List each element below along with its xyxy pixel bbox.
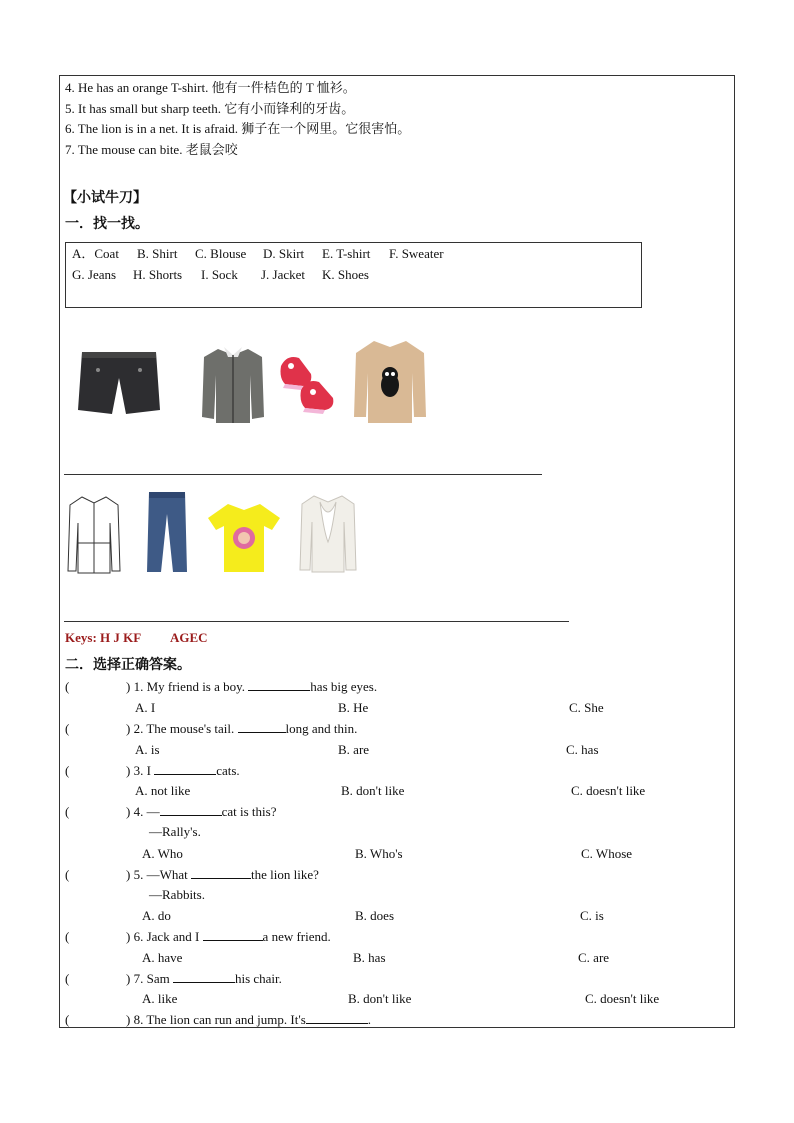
shorts-image xyxy=(76,348,162,418)
option-b[interactable]: B. are xyxy=(338,742,370,757)
option-a[interactable]: A. is xyxy=(135,742,160,757)
option-c[interactable]: C. are xyxy=(578,950,610,965)
shoes-image xyxy=(277,350,339,426)
option-b[interactable]: B. has xyxy=(353,950,386,965)
question-7: ) 7. Sam his chair. xyxy=(126,971,282,986)
option-c[interactable]: C. She xyxy=(569,700,604,715)
question-8: ) 8. The lion can run and jump. It's . xyxy=(126,1012,371,1027)
jeans-image xyxy=(143,490,191,574)
word-option: H. Shorts xyxy=(133,267,183,282)
answer-line-2[interactable] xyxy=(64,621,569,622)
word-option: B. Shirt xyxy=(137,246,178,261)
answer-paren-open[interactable]: ( xyxy=(65,804,70,819)
answer-keys: Keys: H J KF xyxy=(65,630,142,645)
answer-line-1[interactable] xyxy=(64,474,542,475)
t-shirt-image xyxy=(206,500,282,574)
part2-title: 二．选择正确答案。 xyxy=(65,658,191,673)
part1-title: 一．找一找。 xyxy=(65,217,149,232)
option-c[interactable]: C. doesn't like xyxy=(585,991,660,1006)
question-2: ) 2. The mouse's tail. long and thin. xyxy=(126,721,358,736)
option-a[interactable]: A. I xyxy=(135,700,156,715)
word-option: G. Jeans xyxy=(72,267,117,282)
option-b[interactable]: B. Who's xyxy=(355,846,403,861)
blouse-image xyxy=(298,492,358,574)
question-5: ) 5. —What the lion like? xyxy=(126,867,319,882)
section-title: 【小试牛刀】 xyxy=(63,191,147,206)
answer-paren-open[interactable]: ( xyxy=(65,721,70,736)
word-option: E. T-shirt xyxy=(322,246,371,261)
option-a[interactable]: A. not like xyxy=(135,783,191,798)
option-a[interactable]: A. do xyxy=(142,908,171,923)
question-6: ) 6. Jack and I a new friend. xyxy=(126,929,331,944)
sweater-image xyxy=(352,333,428,429)
word-option: K. Shoes xyxy=(322,267,369,282)
word-option: F. Sweater xyxy=(389,246,444,261)
word-option: D. Skirt xyxy=(263,246,305,261)
word-option: I. Sock xyxy=(201,267,238,282)
question-1: ) 1. My friend is a boy. has big eyes. xyxy=(126,679,378,694)
sentence-6: 6. The lion is in a net. It is afraid. 狮子在一个网里。它很害怕。 xyxy=(65,121,411,136)
word-option: C. Blouse xyxy=(195,246,247,261)
jacket-image xyxy=(200,343,266,429)
option-b[interactable]: B. don't like xyxy=(348,991,412,1006)
option-c[interactable]: C. has xyxy=(566,742,599,757)
option-a[interactable]: A. like xyxy=(142,991,178,1006)
answer-keys-2: AGEC xyxy=(170,630,208,645)
answer-paren-open[interactable]: ( xyxy=(65,763,70,778)
answer-paren-open[interactable]: ( xyxy=(65,1012,70,1027)
question-5-reply: —Rabbits. xyxy=(149,887,205,902)
answer-paren-open[interactable]: ( xyxy=(65,867,70,882)
answer-paren-open[interactable]: ( xyxy=(65,929,70,944)
option-b[interactable]: B. He xyxy=(338,700,369,715)
question-3: ) 3. I cats. xyxy=(126,763,240,778)
option-c[interactable]: C. doesn't like xyxy=(571,783,646,798)
question-4: ) 4. — cat is this? xyxy=(126,804,277,819)
sentence-4: 4. He has an orange T-shirt. 他有一件桔色的 T 恤衫。 xyxy=(65,80,356,95)
answer-paren-open[interactable]: ( xyxy=(65,679,70,694)
option-a[interactable]: A. have xyxy=(142,950,183,965)
sentence-7: 7. The mouse can bite. 老鼠会咬 xyxy=(65,142,238,157)
question-4-reply: —Rally's. xyxy=(149,824,201,839)
word-option: J. Jacket xyxy=(261,267,306,282)
coat-image xyxy=(66,493,122,575)
option-b[interactable]: B. don't like xyxy=(341,783,405,798)
option-b[interactable]: B. does xyxy=(355,908,394,923)
option-c[interactable]: C. is xyxy=(580,908,604,923)
word-option: A．Coat xyxy=(72,246,119,261)
answer-paren-open[interactable]: ( xyxy=(65,971,70,986)
option-c[interactable]: C. Whose xyxy=(581,846,633,861)
option-a[interactable]: A. Who xyxy=(142,846,183,861)
sentence-5: 5. It has small but sharp teeth. 它有小而锋利的牙齿。 xyxy=(65,101,355,116)
